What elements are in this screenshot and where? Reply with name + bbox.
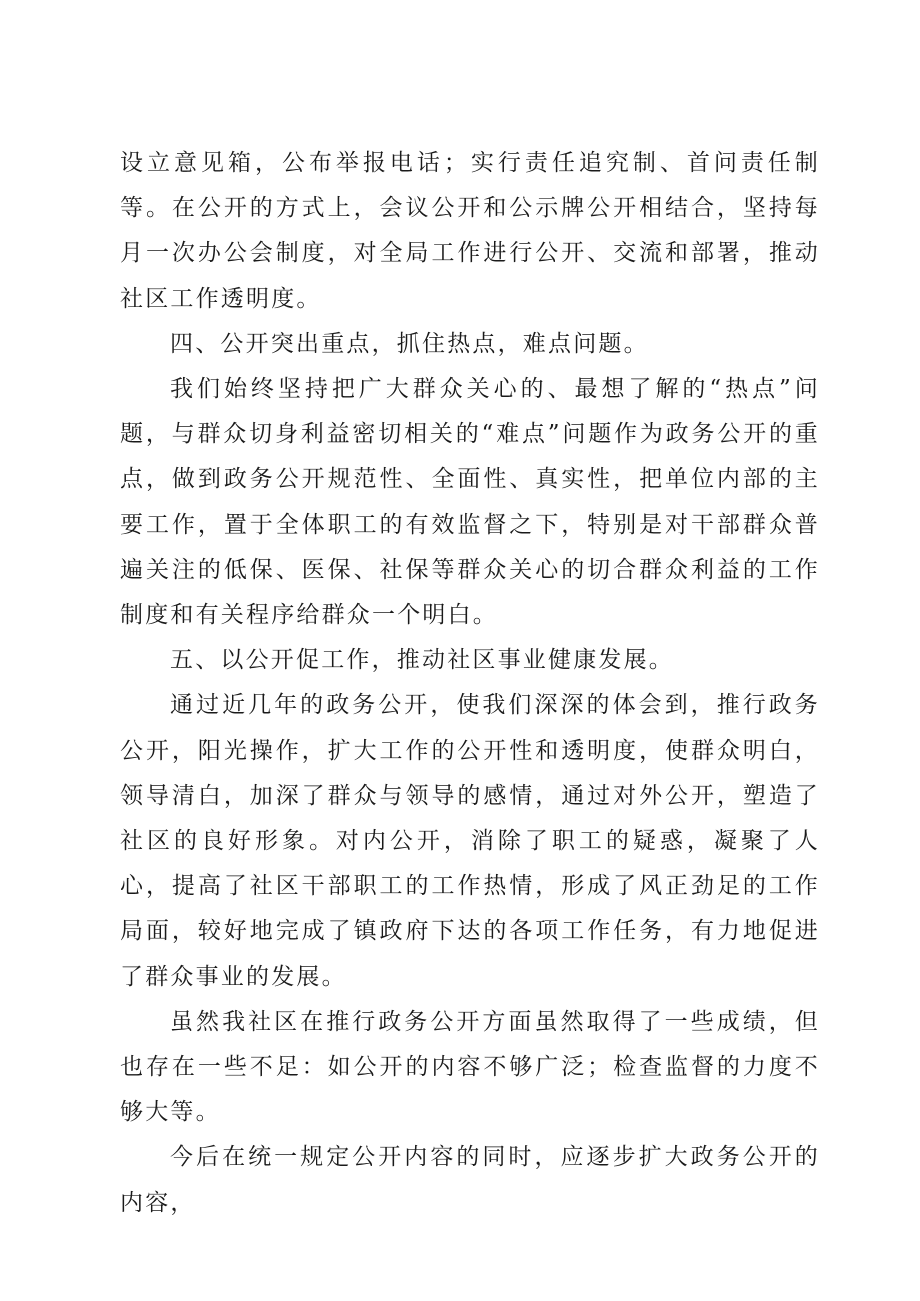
section-heading-5: 五、以公开促工作，推动社区事业健康发展。 bbox=[170, 647, 674, 674]
paragraph: 今后在统一规定公开内容的同时，应逐步扩大政务公开的内容， bbox=[120, 1144, 820, 1216]
paragraph: 通过近几年的政务公开，使我们深深的体会到，推行政务公开，阳光操作，扩大工作的公开性和透明度，使群众明白，领导清白，加深了群众与领导的感情，通过对外公开，塑造了社区的良好形象。对内公开，消除了职工的疑惑，凝聚了人心，提高了社区干部职工的工作热情，形成了风正劲足的工作局面，较好地完成了镇政府下达的各项工作任务，有力地促进了群众事业的发展。 bbox=[120, 692, 820, 990]
paragraph: 虽然我社区在推行政务公开方面虽然取得了一些成绩，但也存在一些不足：如公开的内容不够广泛；检查监督的力度不够大等。 bbox=[120, 1008, 820, 1126]
paragraph-continuation: 设立意见箱，公布举报电话；实行责任追究制、首问责任制等。在公开的方式上，会议公开和公示牌公开相结合，坚持每月一次办公会制度，对全局工作进行公开、交流和部署，推动社区工作透明度。 bbox=[120, 150, 820, 312]
document-body bbox=[120, 141, 820, 1226]
paragraph: 我们始终坚持把广大群众关心的、最想了解的“热点”问题，与群众切身利益密切相关的“难点”问题作为政务公开的重点，做到政务公开规范性、全面性、真实性，把单位内部的主要工作，置于全体职工的有效监督之下，特别是对干部群众普遍关注的低保、医保、社保等群众关心的切合群众利益的工作制度和有关程序给群众一个明白。 bbox=[120, 376, 820, 629]
section-heading-4: 四、公开突出重点，抓住热点，难点问题。 bbox=[170, 330, 649, 357]
